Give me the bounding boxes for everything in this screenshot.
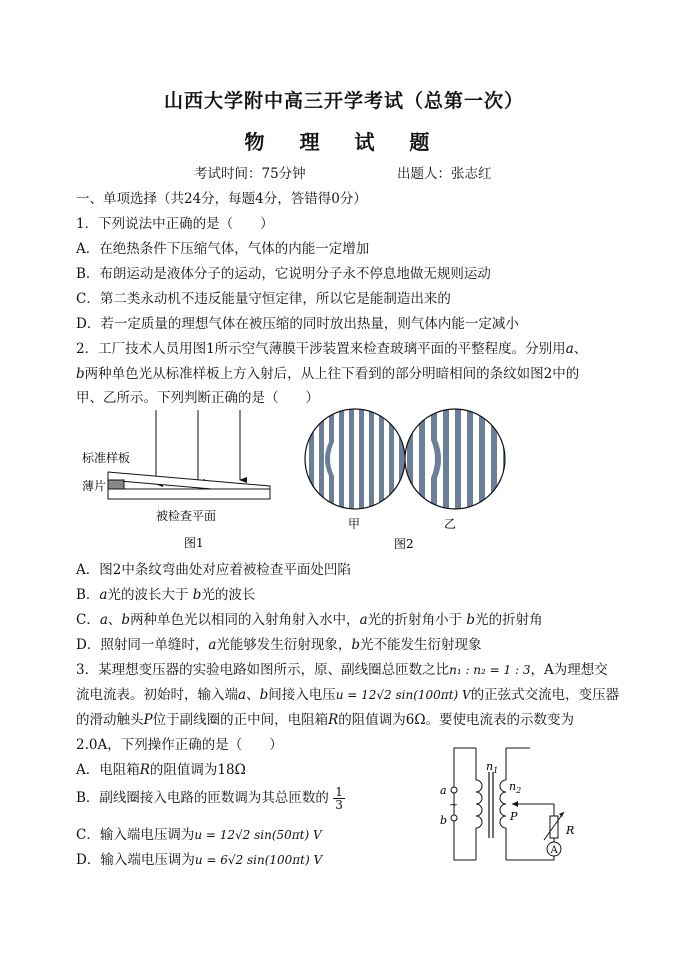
var-b: b — [76, 366, 85, 382]
var-r: R — [139, 762, 150, 778]
q1-option-d: D．若一定质量的理想气体在被压缩的同时放出热量，则气体内能一定减小 — [76, 316, 519, 332]
q2-stem-text: 2．工厂技术人员用图1所示空气薄膜干涉装置来检查玻璃平面的平整程度。分别用 — [76, 341, 566, 357]
label-jia: 甲 — [348, 517, 361, 531]
exam-subject: 物 理 试 题 — [244, 130, 444, 154]
label-p: P — [510, 810, 518, 823]
var-r: R — [328, 712, 339, 728]
terminal-a — [451, 787, 457, 793]
q2-stem-line2 — [76, 362, 579, 382]
q3-text: 间接入电压 — [268, 687, 336, 703]
option-text: 光的折射角 — [475, 612, 543, 628]
var-b: b — [259, 687, 269, 703]
fringe-pattern-yi — [400, 404, 510, 514]
option-text: D．照射同一单缝时， — [76, 637, 209, 653]
label-standard-plate: 标准样板 — [82, 451, 131, 465]
q1-stem: 1．下列说法中正确的是（ ） — [76, 216, 274, 232]
exam-title: 山西大学附中高三开学考试（总第一次） — [163, 90, 524, 112]
q1-option-c: C．第二类永动机不违反能量守恒定律，所以它是能制造出来的 — [76, 291, 451, 307]
transformer-circuit — [426, 742, 596, 866]
var-a: a — [99, 587, 108, 603]
var-a: a — [565, 341, 574, 357]
figure-2-fringes — [300, 404, 520, 554]
fraction-denominator: 3 — [335, 798, 343, 812]
option-text: D．输入端电压调为 — [76, 852, 195, 868]
q3-text: 的正弦式交流电，变压器 — [470, 687, 620, 703]
q3-text: 位于副线圈的正中间，电阻箱 — [152, 712, 329, 728]
var-p: P — [143, 712, 153, 728]
q2-option-c — [76, 608, 543, 628]
var-b: b — [351, 637, 361, 653]
label-a: a — [440, 784, 447, 797]
label-ammeter: A — [550, 845, 558, 856]
var-a: a — [208, 637, 217, 653]
q2-option-b — [76, 583, 255, 603]
q3-option-a — [76, 758, 246, 778]
var-a: a — [359, 612, 368, 628]
q3-option-d — [76, 848, 322, 868]
turns-ratio: n₁ : n₂ = 1 : 3 — [449, 663, 531, 677]
q2-stem-line1 — [76, 337, 587, 357]
q1-option-a: A．在绝热条件下压缩气体，气体的内能一定增加 — [76, 241, 370, 257]
q3-stem-line3 — [76, 708, 574, 728]
option-text: 的阻值调为18Ω — [149, 762, 246, 778]
option-text: C．输入端电压调为 — [76, 827, 195, 843]
q3-option-c — [76, 823, 322, 843]
q2-stem-text: 两种单色光从标准样板上方入射后，从上往下看到的部分明暗相间的条纹如图2中的 — [84, 366, 580, 382]
option-text: 光的波长大于 — [107, 587, 193, 603]
exam-time: 考试时间：75分钟 — [194, 166, 306, 182]
var-a: a — [99, 612, 108, 628]
label-n1: $n_1$ — [486, 760, 499, 775]
q2-option-d — [76, 633, 482, 653]
option-text: 光能够发生衍射现象， — [216, 637, 352, 653]
q2-stem-line3: 甲、乙所示。下列判断正确的是（ ） — [76, 390, 319, 406]
figure-1-air-wedge — [80, 404, 280, 552]
q3-stem-line1 — [76, 658, 608, 678]
test-surface — [108, 489, 270, 499]
q3-text: 3．某理想变压器的实验电路如图所示，原、副线圈总匝数之比 — [76, 662, 450, 678]
option-label: C． — [76, 612, 100, 628]
q1-option-b: B．布朗运动是液体分子的运动，它说明分子永不停息地做无规则运动 — [76, 266, 491, 282]
label-film: 薄片 — [82, 479, 107, 493]
q3-text: 、 — [246, 687, 260, 703]
resistor-box-r — [550, 816, 558, 838]
figure-1-caption: 图1 — [184, 536, 204, 550]
var-b: b — [192, 587, 202, 603]
q2-stem-sep: 、 — [573, 341, 588, 357]
q3-text: 的滑动触头 — [76, 712, 144, 728]
q3-stem-line2 — [76, 683, 619, 703]
option-text: 两种单色光以相同的入射角射入水中， — [130, 612, 360, 628]
q3-option-b — [76, 786, 345, 811]
option-text: 光的折射角小于 — [367, 612, 467, 628]
q3-text: 的阻值调为6Ω。要使电流表的示数变为 — [338, 712, 575, 728]
secondary-coil — [500, 780, 506, 828]
slider-contact-p — [512, 801, 518, 807]
label-yi: 乙 — [444, 517, 457, 531]
var-a: a — [238, 687, 247, 703]
option-text: A．电阻箱 — [76, 762, 140, 778]
option-text: 光的波长 — [201, 587, 256, 603]
option-text: 、 — [107, 612, 122, 628]
fringe-pattern-jia — [300, 404, 410, 514]
q2-option-a: A．图2中条纹弯曲处对应着被检查平面处凹陷 — [76, 562, 351, 578]
q3-text: ，A为理想交 — [530, 662, 608, 678]
label-r: R — [566, 824, 575, 837]
input-voltage-formula: u = 12√2 sin(100πt) V — [335, 688, 471, 702]
label-test-surface: 被检查平面 — [156, 509, 217, 523]
figure-2-caption: 图2 — [394, 537, 414, 551]
fraction-one-third — [333, 786, 345, 811]
film-strip — [108, 480, 124, 489]
q3-stem-line4: 2.0A，下列操作正确的是（ ） — [76, 737, 283, 753]
exam-author: 出题人：张志红 — [397, 166, 492, 182]
section-heading: 一、单项选择（共24分，每题4分，答错得0分） — [76, 191, 367, 207]
ac-source-icon: ~ — [449, 798, 459, 811]
var-b: b — [466, 612, 476, 628]
option-text: B．副线圈接入电路的匝数调为其总匝数的 — [76, 790, 329, 806]
option-formula: u = 6√2 sin(100πt) V — [194, 853, 323, 867]
label-b: b — [440, 814, 448, 827]
option-text: 光不能发生衍射现象 — [360, 637, 482, 653]
terminal-b — [451, 815, 457, 821]
primary-coil — [476, 780, 482, 828]
option-label: B． — [76, 587, 100, 603]
var-b: b — [121, 612, 131, 628]
option-formula: u = 12√2 sin(50πt) V — [194, 828, 322, 842]
q3-text: 流电流表。初始时，输入端 — [76, 687, 238, 703]
fraction-numerator: 1 — [335, 785, 343, 799]
label-n2: $n_2$ — [509, 780, 522, 795]
